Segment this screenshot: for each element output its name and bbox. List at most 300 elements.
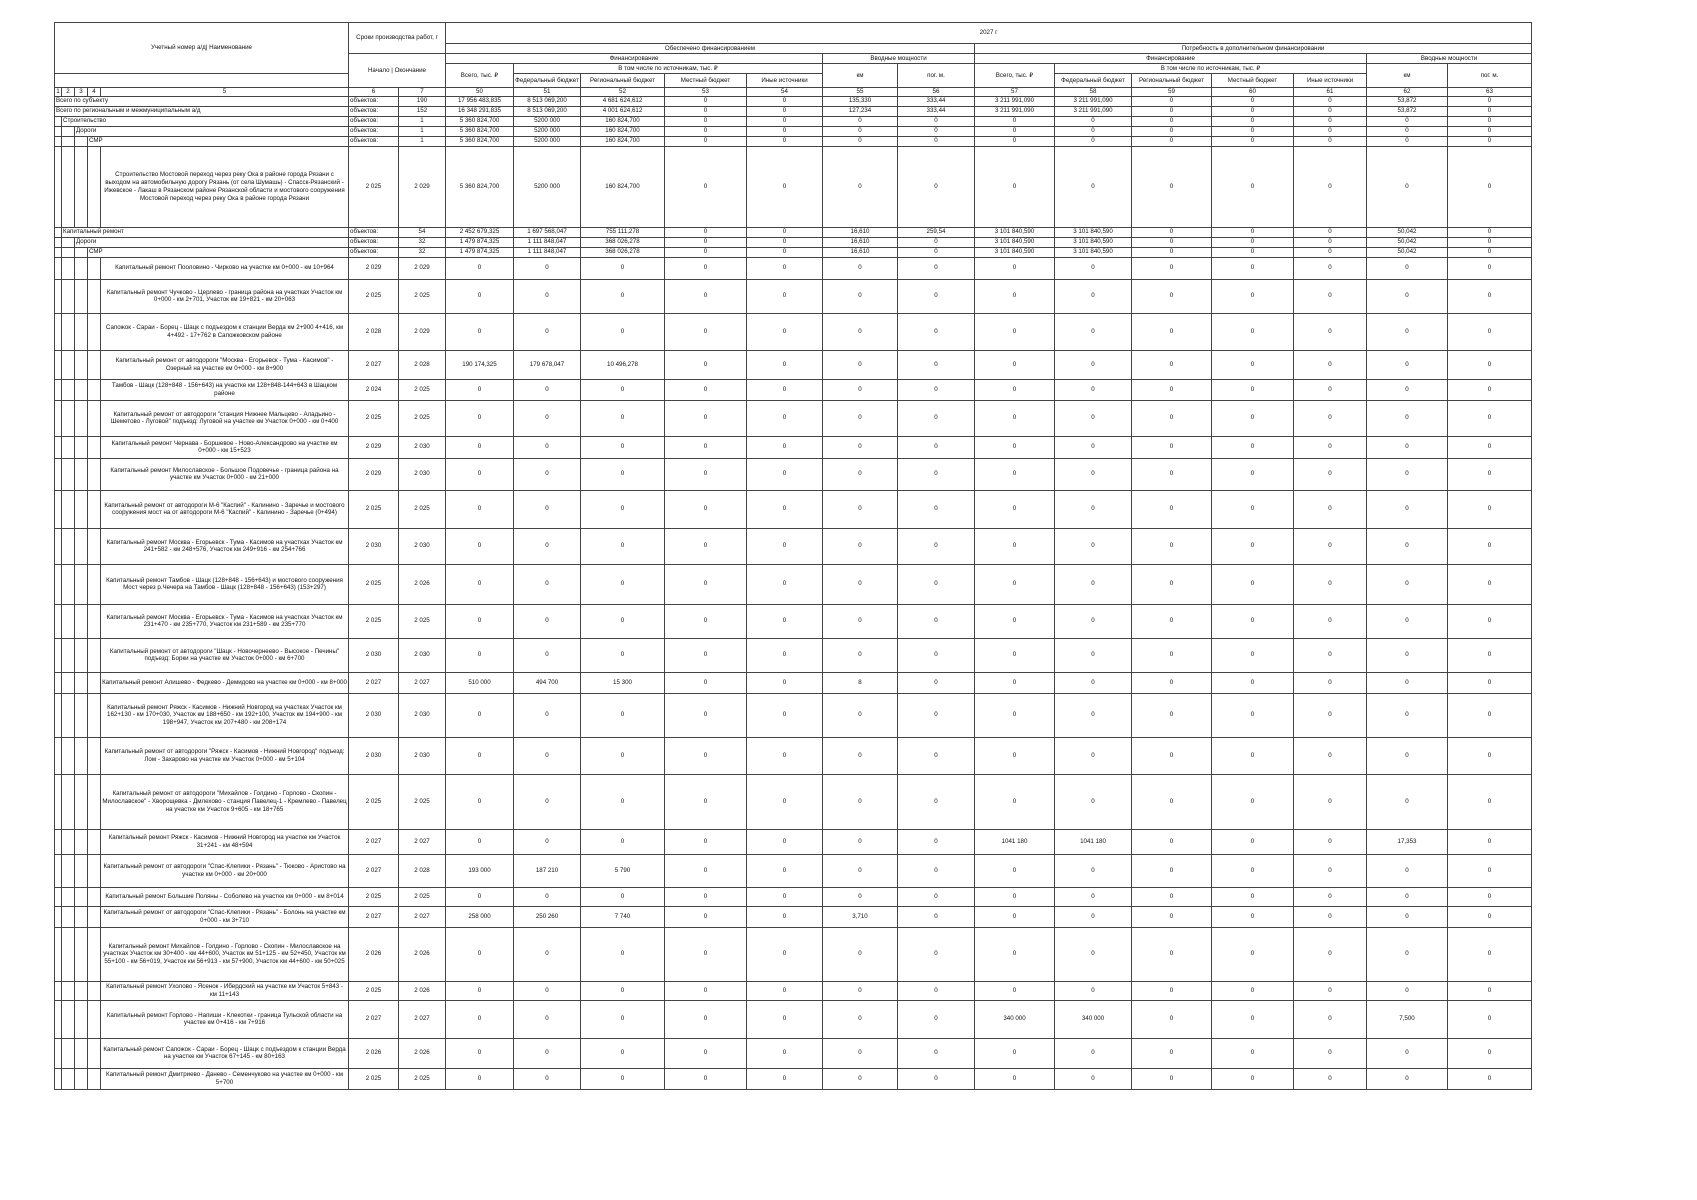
value-cell: 0 xyxy=(446,379,514,400)
value-cell: 16,610 xyxy=(823,237,898,247)
start-year: 2 027 xyxy=(349,854,399,887)
value-cell: 0 xyxy=(1212,528,1294,564)
value-cell: 0 xyxy=(1448,1038,1532,1068)
value-cell: 0 xyxy=(446,458,514,490)
value-cell: 0 xyxy=(665,906,747,927)
value-cell: 0 xyxy=(747,672,823,693)
start-year: 2 030 xyxy=(349,528,399,564)
object-name: Капитальный ремонт Москва - Егорьевск - Тума - Касимов на участках Участок км 241+582 - км 248+576, Участок км 249+916 - км 254+766 xyxy=(101,528,349,564)
value-cell: 0 xyxy=(747,1068,823,1089)
value-cell: 0 xyxy=(823,829,898,854)
value-cell: 0 xyxy=(1367,774,1448,829)
value-cell: 0 xyxy=(1132,528,1212,564)
value-cell: 0 xyxy=(1448,906,1532,927)
value-cell: 0 xyxy=(823,638,898,672)
value-cell: 0 xyxy=(514,927,581,981)
value-cell: 0 xyxy=(514,379,581,400)
value-cell: 0 xyxy=(1367,136,1448,146)
value-cell: 0 xyxy=(898,1000,975,1038)
value-cell: 0 xyxy=(1367,737,1448,774)
start-year: 2 024 xyxy=(349,379,399,400)
value-cell: 0 xyxy=(1132,1000,1212,1038)
value-cell: 0 xyxy=(1294,1000,1367,1038)
value-cell: 0 xyxy=(514,257,581,279)
value-cell: 0 xyxy=(665,927,747,981)
value-cell: 7,500 xyxy=(1367,1000,1448,1038)
value-cell: 0 xyxy=(823,257,898,279)
value-cell: 0 xyxy=(1367,257,1448,279)
value-cell: 0 xyxy=(975,379,1055,400)
value-cell: 0 xyxy=(1367,490,1448,528)
value-cell: 0 xyxy=(446,279,514,313)
object-count: 1 xyxy=(399,136,446,146)
value-cell: 0 xyxy=(1212,227,1294,237)
value-cell: 3 211 991,090 xyxy=(975,96,1055,106)
value-cell: 0 xyxy=(1367,379,1448,400)
object-row xyxy=(55,854,1532,887)
end-year: 2 030 xyxy=(399,458,446,490)
value-cell: 0 xyxy=(665,1038,747,1068)
value-cell: 0 xyxy=(898,887,975,906)
value-cell: 0 xyxy=(975,672,1055,693)
value-cell: 0 xyxy=(514,693,581,737)
value-cell: 0 xyxy=(975,854,1055,887)
value-cell: 0 xyxy=(514,638,581,672)
object-row xyxy=(55,528,1532,564)
start-year: 2 027 xyxy=(349,350,399,379)
terms-header: Сроки производства работ, г xyxy=(349,23,446,54)
value-cell: 10 496,278 xyxy=(581,350,665,379)
value-cell: 0 xyxy=(1367,906,1448,927)
value-cell: 0 xyxy=(1212,146,1294,227)
value-cell: 0 xyxy=(514,313,581,350)
value-cell: 0 xyxy=(581,379,665,400)
value-cell: 0 xyxy=(665,116,747,126)
value-cell: 0 xyxy=(1448,693,1532,737)
value-cell: 0 xyxy=(747,774,823,829)
summary-label: Капитальный ремонт xyxy=(62,227,349,237)
value-cell: 0 xyxy=(581,436,665,458)
value-cell: 0 xyxy=(747,106,823,116)
start-end-header: Начало | Окончание xyxy=(349,54,446,88)
value-cell: 0 xyxy=(1132,313,1212,350)
value-cell: 0 xyxy=(581,737,665,774)
value-cell: 0 xyxy=(1055,116,1132,126)
column-index-cell: 6 xyxy=(349,88,399,97)
value-cell: 0 xyxy=(747,906,823,927)
value-cell: 0 xyxy=(581,490,665,528)
value-cell: 0 xyxy=(898,1038,975,1068)
value-cell: 0 xyxy=(898,237,975,247)
value-cell: 0 xyxy=(747,313,823,350)
object-name: Тамбов - Шацк (128+848 - 156+643) на участке км 128+848-144+643 в Шацком районе xyxy=(101,379,349,400)
value-cell: 0 xyxy=(1132,927,1212,981)
value-cell: 0 xyxy=(665,400,747,436)
value-cell: 0 xyxy=(747,604,823,638)
local-header-b: Местный бюджет xyxy=(1212,74,1294,88)
start-year: 2 026 xyxy=(349,1038,399,1068)
value-cell: 0 xyxy=(665,672,747,693)
column-index-cell: 61 xyxy=(1294,88,1367,97)
value-cell: 0 xyxy=(1448,436,1532,458)
summary-label: Дороги xyxy=(75,126,349,136)
object-name: Капитальный ремонт от автодороги "Михайлов - Голдино - Горлово - Скопин - Милославское" - Хворощевка - Дмлехово - станция Павелец-1 - Кремлево - Павелец на участке км Участок 9+605 - км 18+765 xyxy=(101,774,349,829)
value-cell: 0 xyxy=(446,774,514,829)
value-cell: 0 xyxy=(514,737,581,774)
value-cell: 193 000 xyxy=(446,854,514,887)
value-cell: 0 xyxy=(1448,638,1532,672)
end-year: 2 026 xyxy=(399,1038,446,1068)
end-year: 2 027 xyxy=(399,1000,446,1038)
value-cell: 0 xyxy=(1055,528,1132,564)
value-cell: 0 xyxy=(1055,604,1132,638)
object-row xyxy=(55,436,1532,458)
start-year: 2 025 xyxy=(349,1068,399,1089)
total-header-b: Всего, тыс. ₽ xyxy=(975,64,1055,88)
value-cell: 0 xyxy=(898,737,975,774)
object-row xyxy=(55,672,1532,693)
object-name: Капитальный ремонт от автодороги "Шацк - Новочернеево - Высокое - Печины" подъезд: Борки на участке км Участок 0+000 - км 6+700 xyxy=(101,638,349,672)
object-row xyxy=(55,1000,1532,1038)
value-cell: 0 xyxy=(1294,400,1367,436)
value-cell: 0 xyxy=(665,981,747,1000)
federal-header-a: Федеральный бюджет xyxy=(514,74,581,88)
end-year: 2 027 xyxy=(399,829,446,854)
km-header-b: км xyxy=(1367,64,1448,88)
object-row xyxy=(55,829,1532,854)
value-cell: 0 xyxy=(1212,400,1294,436)
value-cell: 0 xyxy=(1212,126,1294,136)
value-cell: 0 xyxy=(1212,854,1294,887)
value-cell: 258 000 xyxy=(446,906,514,927)
value-cell: 0 xyxy=(1294,1068,1367,1089)
value-cell: 0 xyxy=(747,1038,823,1068)
object-row xyxy=(55,564,1532,604)
value-cell: 0 xyxy=(1448,774,1532,829)
value-cell: 5 360 824,700 xyxy=(446,126,514,136)
value-cell: 0 xyxy=(1212,136,1294,146)
value-cell: 160 824,700 xyxy=(581,126,665,136)
object-name: Капитальный ремонт от автодороги "Спас-Клепики - Рязань" - Болонь на участке км 0+000 - км 3+710 xyxy=(101,906,349,927)
value-cell: 5200 000 xyxy=(514,126,581,136)
value-cell: 368 026,278 xyxy=(581,237,665,247)
end-year: 2 026 xyxy=(399,564,446,604)
column-index-cell: 5 xyxy=(101,88,349,97)
start-year: 2 027 xyxy=(349,829,399,854)
value-cell: 0 xyxy=(1212,672,1294,693)
column-index-cell: 53 xyxy=(665,88,747,97)
value-cell: 0 xyxy=(1367,1068,1448,1089)
value-cell: 494 700 xyxy=(514,672,581,693)
end-year: 2 030 xyxy=(399,436,446,458)
sources-header-b: В том числе по источникам, тыс. ₽ xyxy=(1055,64,1367,74)
value-cell: 0 xyxy=(1055,279,1132,313)
value-cell: 2 452 679,325 xyxy=(446,227,514,237)
value-cell: 5200 000 xyxy=(514,116,581,126)
value-cell: 0 xyxy=(1212,906,1294,927)
value-cell: 0 xyxy=(446,400,514,436)
object-name: Капитальный ремонт Тамбов - Шацк (128+848 - 156+643) и мостового сооружения Мост через р.Чечера на Тамбов - Шацк (128+848 - 156+643) (153+297) xyxy=(101,564,349,604)
value-cell: 0 xyxy=(1132,737,1212,774)
value-cell: 0 xyxy=(1294,313,1367,350)
value-cell: 17,353 xyxy=(1367,829,1448,854)
value-cell: 3 101 840,590 xyxy=(975,227,1055,237)
value-cell: 0 xyxy=(665,106,747,116)
value-cell: 0 xyxy=(1367,927,1448,981)
regional-header-a: Региональный бюджет xyxy=(581,74,665,88)
value-cell: 0 xyxy=(581,981,665,1000)
column-index-cell: 55 xyxy=(823,88,898,97)
value-cell: 0 xyxy=(1294,737,1367,774)
object-name: Капитальный ремонт Большие Поляны - Соболево на участке км 0+000 - км 8+014 xyxy=(101,887,349,906)
value-cell: 0 xyxy=(898,313,975,350)
value-cell: 0 xyxy=(975,350,1055,379)
value-cell: 0 xyxy=(975,604,1055,638)
value-cell: 0 xyxy=(975,564,1055,604)
end-year: 2 025 xyxy=(399,604,446,638)
value-cell: 0 xyxy=(665,854,747,887)
value-cell: 135,330 xyxy=(823,96,898,106)
value-cell: 0 xyxy=(1212,737,1294,774)
start-year: 2 025 xyxy=(349,490,399,528)
value-cell: 0 xyxy=(1294,96,1367,106)
object-name: Капитальный ремонт Чернава - Боршевое - Ново-Александрово на участке км 0+000 - км 15+523 xyxy=(101,436,349,458)
value-cell: 0 xyxy=(1367,638,1448,672)
value-cell: 0 xyxy=(898,693,975,737)
value-cell: 0 xyxy=(1212,350,1294,379)
value-cell: 5 360 824,700 xyxy=(446,116,514,126)
end-year: 2 025 xyxy=(399,1068,446,1089)
start-year: 2 030 xyxy=(349,737,399,774)
value-cell: 0 xyxy=(975,887,1055,906)
column-index-cell: 7 xyxy=(399,88,446,97)
value-cell: 0 xyxy=(446,564,514,604)
value-cell: 0 xyxy=(665,638,747,672)
value-cell: 0 xyxy=(975,490,1055,528)
value-cell: 8 513 069,200 xyxy=(514,106,581,116)
value-cell: 0 xyxy=(514,1068,581,1089)
value-cell: 0 xyxy=(446,1068,514,1089)
value-cell: 0 xyxy=(823,981,898,1000)
object-name: Капитальный ремонт Сапожок - Сараи - Борец - Шацк с подъездом к станции Верда на участке км Участок 67+145 - км 80+163 xyxy=(101,1038,349,1068)
object-name: Капитальный ремонт Милославское - Большое Подовечье - граница района на участке км Участок 0+000 - км 21+000 xyxy=(101,458,349,490)
value-cell: 0 xyxy=(1367,887,1448,906)
object-name: Капитальный ремонт Ряжск - Касимов - Нижний Новгород на участке км Участок 31+241 - км 48+594 xyxy=(101,829,349,854)
value-cell: 0 xyxy=(898,774,975,829)
value-cell: 0 xyxy=(747,854,823,887)
pm-header-b: пог. м. xyxy=(1448,64,1532,88)
value-cell: 0 xyxy=(823,126,898,136)
value-cell: 0 xyxy=(1294,887,1367,906)
value-cell: 0 xyxy=(1294,638,1367,672)
column-index-cell: 62 xyxy=(1367,88,1448,97)
object-row xyxy=(55,379,1532,400)
object-row xyxy=(55,737,1532,774)
value-cell: 0 xyxy=(898,146,975,227)
value-cell: 250 260 xyxy=(514,906,581,927)
value-cell: 179 678,047 xyxy=(514,350,581,379)
value-cell: 0 xyxy=(1132,458,1212,490)
column-index-cell: 4 xyxy=(88,88,101,97)
value-cell: 0 xyxy=(1132,693,1212,737)
value-cell: 0 xyxy=(1055,638,1132,672)
pm-header-a: пог. м. xyxy=(898,64,975,88)
value-cell: 5 360 824,700 xyxy=(446,146,514,227)
value-cell: 3 211 991,090 xyxy=(1055,96,1132,106)
km-header-a: км xyxy=(823,64,898,88)
roads-financing-sheet xyxy=(54,22,1532,1090)
value-cell: 0 xyxy=(1212,313,1294,350)
value-cell: 0 xyxy=(1212,96,1294,106)
value-cell: 0 xyxy=(975,638,1055,672)
financing-header-a: Финансирование xyxy=(446,54,823,64)
value-cell: 0 xyxy=(446,436,514,458)
value-cell: 15 300 xyxy=(581,672,665,693)
value-cell: 0 xyxy=(747,227,823,237)
value-cell: 0 xyxy=(514,436,581,458)
value-cell: 0 xyxy=(665,126,747,136)
value-cell: 5200 000 xyxy=(514,146,581,227)
value-cell: 0 xyxy=(823,693,898,737)
start-year: 2 025 xyxy=(349,981,399,1000)
value-cell: 0 xyxy=(898,490,975,528)
value-cell: 0 xyxy=(1132,257,1212,279)
value-cell: 0 xyxy=(1212,436,1294,458)
value-cell: 3,710 xyxy=(823,906,898,927)
value-cell: 5200 000 xyxy=(514,136,581,146)
value-cell: 0 xyxy=(1055,693,1132,737)
summary-label: СМР xyxy=(88,247,349,257)
object-count-label: объектов: xyxy=(349,96,399,106)
value-cell: 0 xyxy=(823,927,898,981)
value-cell: 0 xyxy=(747,458,823,490)
value-cell: 0 xyxy=(665,247,747,257)
total-header-a: Всего, тыс. ₽ xyxy=(446,64,514,88)
value-cell: 0 xyxy=(1448,564,1532,604)
object-name: Капитальный ремонт Пооловино - Чирково на участке км 0+000 - км 10+964 xyxy=(101,257,349,279)
value-cell: 0 xyxy=(665,227,747,237)
value-cell: 0 xyxy=(665,564,747,604)
summary-label: СМР xyxy=(88,136,349,146)
value-cell: 0 xyxy=(823,887,898,906)
value-cell: 0 xyxy=(1448,887,1532,906)
value-cell: 0 xyxy=(446,1038,514,1068)
value-cell: 0 xyxy=(975,927,1055,981)
value-cell: 1 111 848,047 xyxy=(514,237,581,247)
value-cell: 0 xyxy=(1055,1038,1132,1068)
value-cell: 0 xyxy=(823,1000,898,1038)
financing-header-b: Финансирование xyxy=(975,54,1367,64)
object-row xyxy=(55,313,1532,350)
value-cell: 0 xyxy=(1367,693,1448,737)
value-cell: 0 xyxy=(1055,436,1132,458)
value-cell: 0 xyxy=(747,257,823,279)
object-name: Капитальный ремонт Алишево - Федкево - Демидово на участке км 0+000 - км 8+000 xyxy=(101,672,349,693)
value-cell: 0 xyxy=(1132,981,1212,1000)
value-cell: 0 xyxy=(975,279,1055,313)
value-cell: 0 xyxy=(1055,313,1132,350)
start-year: 2 030 xyxy=(349,693,399,737)
value-cell: 0 xyxy=(1294,927,1367,981)
value-cell: 8 xyxy=(823,672,898,693)
value-cell: 0 xyxy=(1055,564,1132,604)
value-cell: 0 xyxy=(747,279,823,313)
value-cell: 0 xyxy=(898,436,975,458)
value-cell: 0 xyxy=(747,116,823,126)
column-index-cell: 3 xyxy=(75,88,88,97)
value-cell: 0 xyxy=(665,96,747,106)
value-cell: 0 xyxy=(823,458,898,490)
end-year: 2 029 xyxy=(399,146,446,227)
value-cell: 0 xyxy=(747,528,823,564)
value-cell: 0 xyxy=(747,379,823,400)
value-cell: 0 xyxy=(823,136,898,146)
value-cell: 187 210 xyxy=(514,854,581,887)
value-cell: 0 xyxy=(1132,237,1212,247)
value-cell: 0 xyxy=(446,313,514,350)
value-cell: 0 xyxy=(581,1000,665,1038)
value-cell: 0 xyxy=(1367,458,1448,490)
value-cell: 0 xyxy=(1448,737,1532,774)
value-cell: 0 xyxy=(1212,379,1294,400)
value-cell: 0 xyxy=(898,638,975,672)
object-name: Капитальный ремонт Горлово - Напиши - Клекотки - граница Тульской области на участке км 0+416 - км 7+916 xyxy=(101,1000,349,1038)
value-cell: 0 xyxy=(581,257,665,279)
value-cell: 0 xyxy=(898,247,975,257)
value-cell: 0 xyxy=(446,981,514,1000)
value-cell: 0 xyxy=(823,436,898,458)
value-cell: 0 xyxy=(747,693,823,737)
value-cell: 0 xyxy=(1448,1000,1532,1038)
value-cell: 259,54 xyxy=(898,227,975,237)
column-index-cell: 63 xyxy=(1448,88,1532,97)
regional-header-b: Региональный бюджет xyxy=(1132,74,1212,88)
value-cell: 0 xyxy=(1055,854,1132,887)
start-year: 2 025 xyxy=(349,604,399,638)
value-cell: 0 xyxy=(514,1038,581,1068)
value-cell: 0 xyxy=(1367,279,1448,313)
object-count-label: объектов: xyxy=(349,237,399,247)
end-year: 2 030 xyxy=(399,528,446,564)
start-year: 2 030 xyxy=(349,638,399,672)
value-cell: 0 xyxy=(1055,774,1132,829)
value-cell: 127,234 xyxy=(823,106,898,116)
value-cell: 16,610 xyxy=(823,227,898,237)
other-header-b: Иные источники xyxy=(1294,74,1367,88)
value-cell: 0 xyxy=(1132,279,1212,313)
value-cell: 0 xyxy=(446,490,514,528)
value-cell: 0 xyxy=(1448,247,1532,257)
object-count: 152 xyxy=(399,106,446,116)
value-cell: 0 xyxy=(1212,774,1294,829)
value-cell: 0 xyxy=(581,927,665,981)
value-cell: 0 xyxy=(665,279,747,313)
value-cell: 0 xyxy=(1132,564,1212,604)
column-index-cell: 57 xyxy=(975,88,1055,97)
value-cell: 0 xyxy=(1212,693,1294,737)
value-cell: 0 xyxy=(747,981,823,1000)
object-row xyxy=(55,257,1532,279)
object-count: 190 xyxy=(399,96,446,106)
summary-row xyxy=(55,126,1532,136)
value-cell: 7 740 xyxy=(581,906,665,927)
value-cell: 0 xyxy=(446,737,514,774)
value-cell: 0 xyxy=(1132,436,1212,458)
value-cell: 0 xyxy=(975,981,1055,1000)
value-cell: 0 xyxy=(898,379,975,400)
value-cell: 0 xyxy=(1132,672,1212,693)
value-cell: 0 xyxy=(581,458,665,490)
